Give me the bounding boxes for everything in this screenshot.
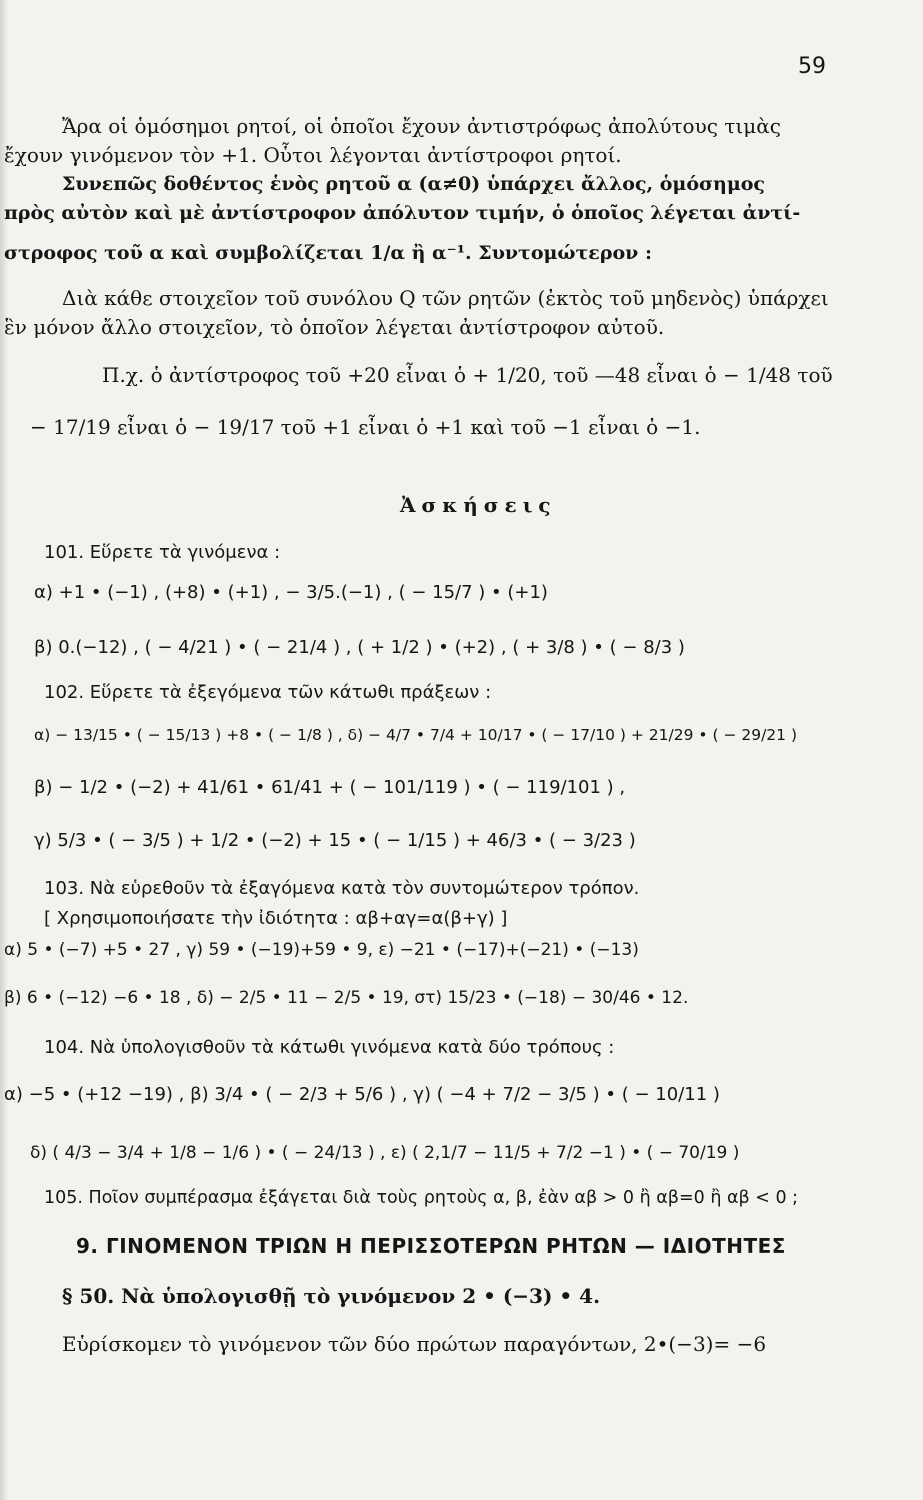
- exercise-line: [ Χρησιμοποιήσατε τὴν ἰδιότητα : αβ+αγ=α(β+γ) ]: [44, 908, 508, 929]
- exercise-line: γ) 5/3 • ( − 3/5 ) + 1/2 • (−2) + 15 • ( − 1/15 ) + 46/3 • ( − 3/23 ): [34, 830, 636, 851]
- text-line: πρὸς αὐτὸν καὶ μὲ ἀντίστροφον ἀπόλυτον τιμήν, ὁ ὁποῖος λέγεται ἀντί-: [4, 202, 801, 224]
- exercise-line: 104. Νὰ ὑπολογισθοῦν τὰ κάτωθι γινόμενα κατὰ δύο τρόπους :: [44, 1037, 615, 1058]
- example-line: − 17/19 εἶναι ὁ − 19/17 τοῦ +1 εἶναι ὁ +1 καὶ τοῦ −1 εἶναι ὁ −1.: [30, 415, 701, 439]
- section-heading: 9. ΓΙΝΟΜΕΝΟΝ ΤΡΙΩΝ Η ΠΕΡΙΣΣΟΤΕΡΩΝ ΡΗΤΩΝ — ΙΔΙΟΤΗΤΕΣ: [76, 1234, 786, 1258]
- page-number: 59: [798, 54, 826, 79]
- exercise-line: α) −5 • (+12 −19) , β) 3/4 • ( − 2/3 + 5/6 ) , γ) ( −4 + 7/2 − 3/5 ) • ( − 10/11 ): [4, 1084, 720, 1105]
- text-line: Εὑρίσκομεν τὸ γινόμενον τῶν δύο πρώτων παραγόντων, 2•(−3)= −6: [62, 1332, 767, 1356]
- exercise-line: α) − 13/15 • ( − 15/13 ) +8 • ( − 1/8 ) , δ) − 4/7 • 7/4 + 10/17 • ( − 17/10 ) + 21/29 • ( − 29/21 ): [34, 726, 797, 744]
- exercise-line: β) 6 • (−12) −6 • 18 , δ) − 2/5 • 11 − 2/5 • 19, στ) 15/23 • (−18) − 30/46 • 12.: [4, 988, 689, 1008]
- exercise-line: β) − 1/2 • (−2) + 41/61 • 61/41 + ( − 101/119 ) • ( − 119/101 ) ,: [34, 777, 626, 798]
- text-line: Ἄρα οἱ ὁμόσημοι ρητοί, οἱ ὁποῖοι ἔχουν ἀντιστρόφως ἀπολύτους τιμὰς: [62, 114, 781, 138]
- exercise-line: 105. Ποῖον συμπέρασμα ἐξάγεται διὰ τοὺς ρητοὺς α, β, ἐὰν αβ > 0 ἢ αβ=0 ἢ αβ < 0 ;: [44, 1188, 799, 1208]
- exercise-line: β) 0.(−12) , ( − 4/21 ) • ( − 21/4 ) , ( + 1/2 ) • (+2) , ( + 3/8 ) • ( − 8/3 ): [34, 637, 685, 658]
- text-line: Διὰ κάθε στοιχεῖον τοῦ συνόλου Q τῶν ρητῶν (ἐκτὸς τοῦ μηδενὸς) ὑπάρχει: [62, 286, 829, 310]
- exercise-line: 103. Νὰ εὑρεθοῦν τὰ ἐξαγόμενα κατὰ τὸν συντομώτερον τρόπον.: [44, 878, 640, 899]
- text-line: Συνεπῶς δοθέντος ἑνὸς ρητοῦ α (α≠0) ὑπάρχει ἄλλος, ὁμόσημος: [62, 173, 765, 195]
- exercise-line: 102. Εὕρετε τὰ ἐξεγόμενα τῶν κάτωθι πράξεων :: [44, 682, 492, 703]
- text-line: ἓν μόνον ἄλλο στοιχεῖον, τὸ ὁποῖον λέγεται ἀντίστροφον αὐτοῦ.: [4, 315, 665, 339]
- exercise-line: α) +1 • (−1) , (+8) • (+1) , − 3/5.(−1) , ( − 15/7 ) • (+1): [34, 582, 548, 603]
- exercise-line: δ) ( 4/3 − 3/4 + 1/8 − 1/6 ) • ( − 24/13 ) , ε) ( 2,1/7 − 11/5 + 7/2 −1 ) • ( − 70/19 ): [30, 1143, 740, 1163]
- example-line: Π.χ. ὁ ἀντίστροφος τοῦ +20 εἶναι ὁ + 1/20, τοῦ —48 εἶναι ὁ − 1/48 τοῦ: [102, 363, 833, 387]
- paragraph-50-text: § 50. Νὰ ὑπολογισθῇ τὸ γινόμενον 2 • (−3) • 4.: [62, 1284, 601, 1308]
- exercises-title: Ἀσκήσεις: [400, 493, 557, 517]
- paragraph-50: [62, 1283, 600, 1309]
- text-line: στροφος τοῦ α καὶ συμβολίζεται 1/α ἢ α⁻¹. Συντομώτερον :: [4, 242, 652, 264]
- text-line: ἔχουν γινόμενον τὸν +1. Οὗτοι λέγονται ἀντίστροφοι ρητοί.: [4, 143, 622, 167]
- exercise-line: 101. Εὕρετε τὰ γινόμενα :: [44, 542, 281, 563]
- exercise-line: α) 5 • (−7) +5 • 27 , γ) 59 • (−19)+59 • 9, ε) −21 • (−17)+(−21) • (−13): [4, 940, 639, 960]
